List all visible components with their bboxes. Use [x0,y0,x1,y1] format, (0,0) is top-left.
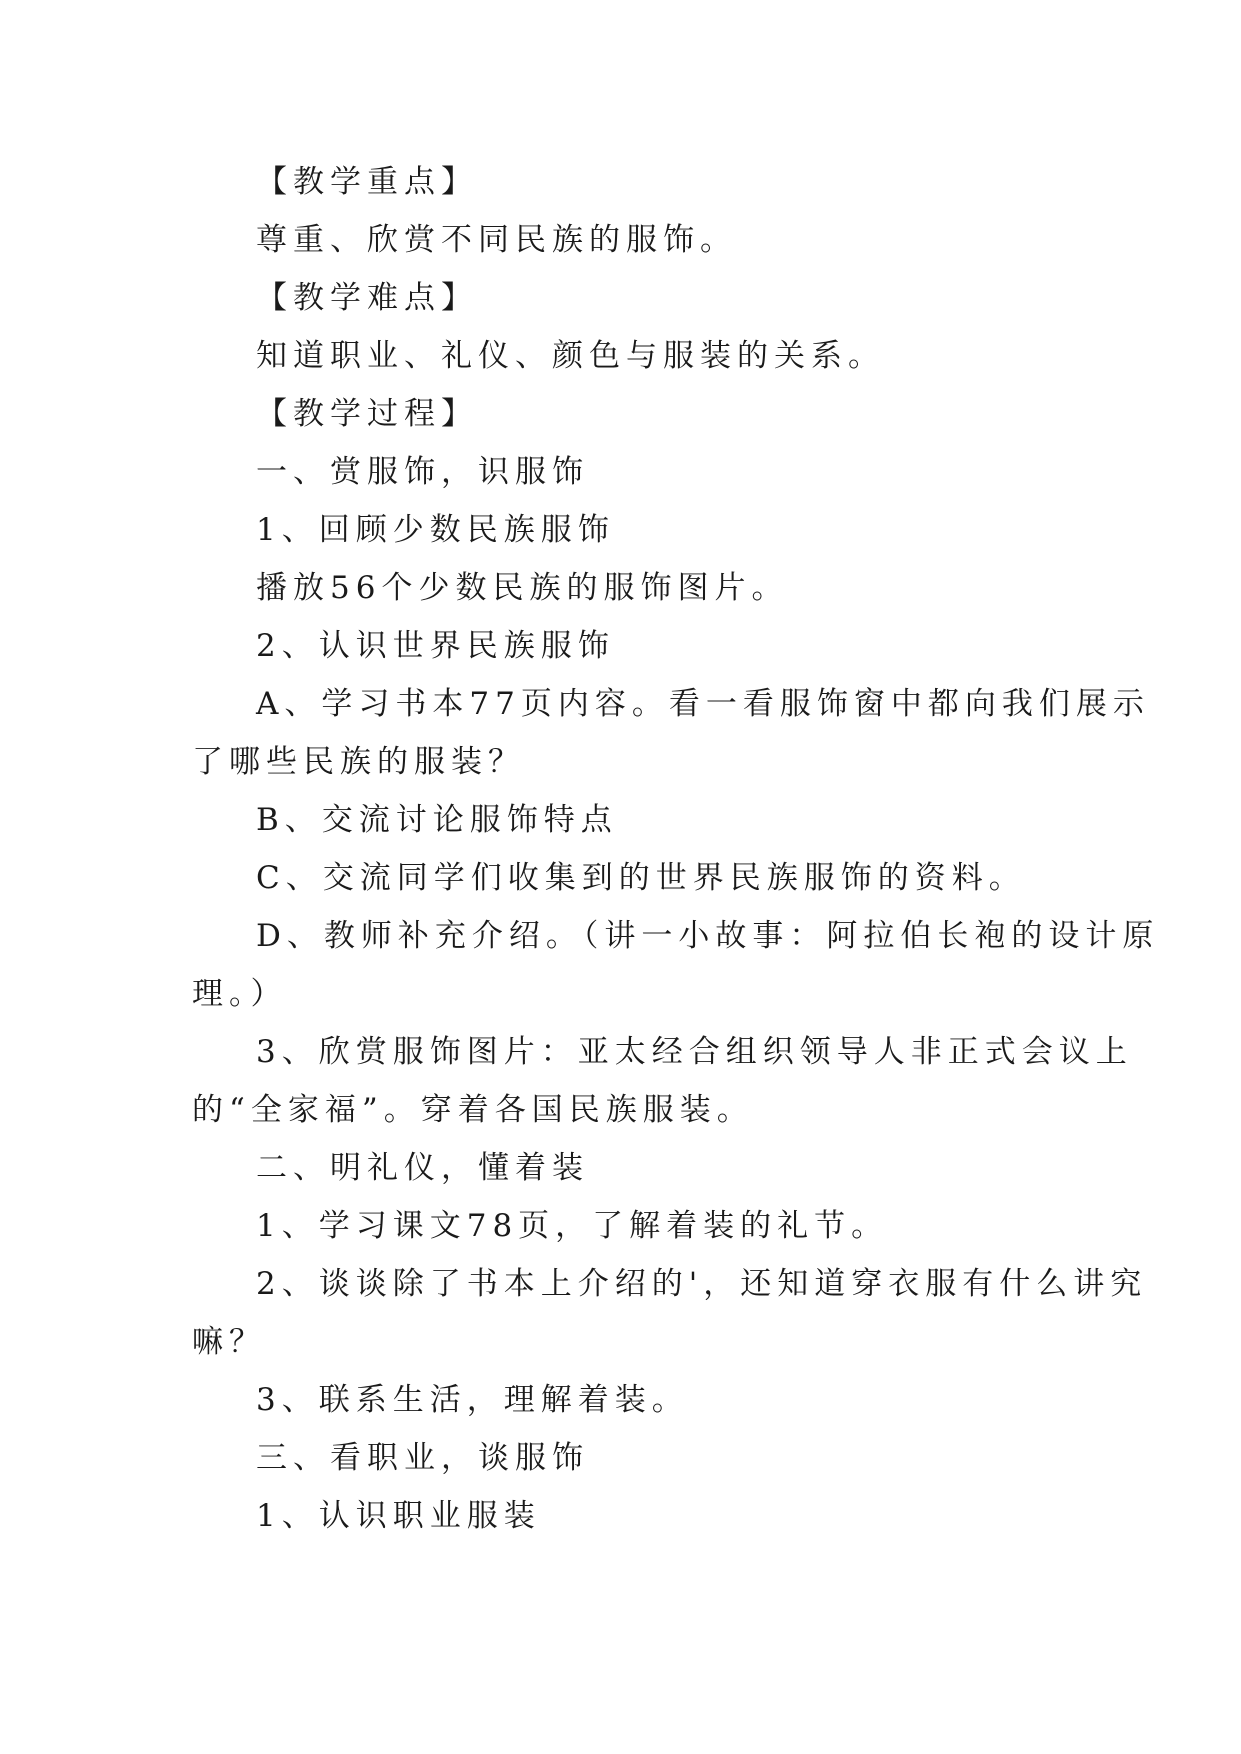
list-item: 1、学习课文78页，了解着装的礼节。 [256,1208,889,1244]
section-heading: 一、赏服饰，识服饰 [256,454,589,490]
list-item: 2、谈谈除了书本上介绍的'，还知道穿衣服有什么讲究 [256,1266,1148,1302]
list-item: 1、回顾少数民族服饰 [256,512,615,548]
paragraph: B、交流讨论服饰特点 [256,802,618,838]
paragraph: A、学习书本77页内容。看一看服饰窗中都向我们展示 [256,686,1150,722]
paragraph: D、教师补充介绍。（讲一小故事：阿拉伯长袍的设计原 [256,918,1160,954]
section-heading: 二、明礼仪，懂着装 [256,1150,589,1186]
paragraph: 知道职业、礼仪、颜色与服装的关系。 [256,338,885,374]
heading-teaching-difficulty: 【教学难点】 [256,280,478,316]
paragraph-continuation: 嘛？ [192,1324,266,1360]
list-item: 3、欣赏服饰图片：亚太经合组织领导人非正式会议上 [256,1034,1133,1070]
list-item: 3、联系生活，理解着装。 [256,1382,689,1418]
list-item: 2、认识世界民族服饰 [256,628,615,664]
section-heading: 三、看职业，谈服饰 [256,1440,589,1476]
paragraph-continuation: 了哪些民族的服装？ [192,744,525,780]
list-item: 1、认识职业服装 [256,1498,541,1534]
paragraph: 尊重、欣赏不同民族的服饰。 [256,222,737,258]
paragraph: 播放56个少数民族的服饰图片。 [256,570,789,606]
paragraph: C、交流同学们收集到的世界民族服饰的资料。 [256,860,1026,896]
paragraph-continuation: 理。） [192,976,288,1012]
heading-teaching-focus: 【教学重点】 [256,164,478,200]
heading-teaching-process: 【教学过程】 [256,396,478,432]
paragraph-continuation: 的“全家福”。穿着各国民族服装。 [192,1092,754,1128]
